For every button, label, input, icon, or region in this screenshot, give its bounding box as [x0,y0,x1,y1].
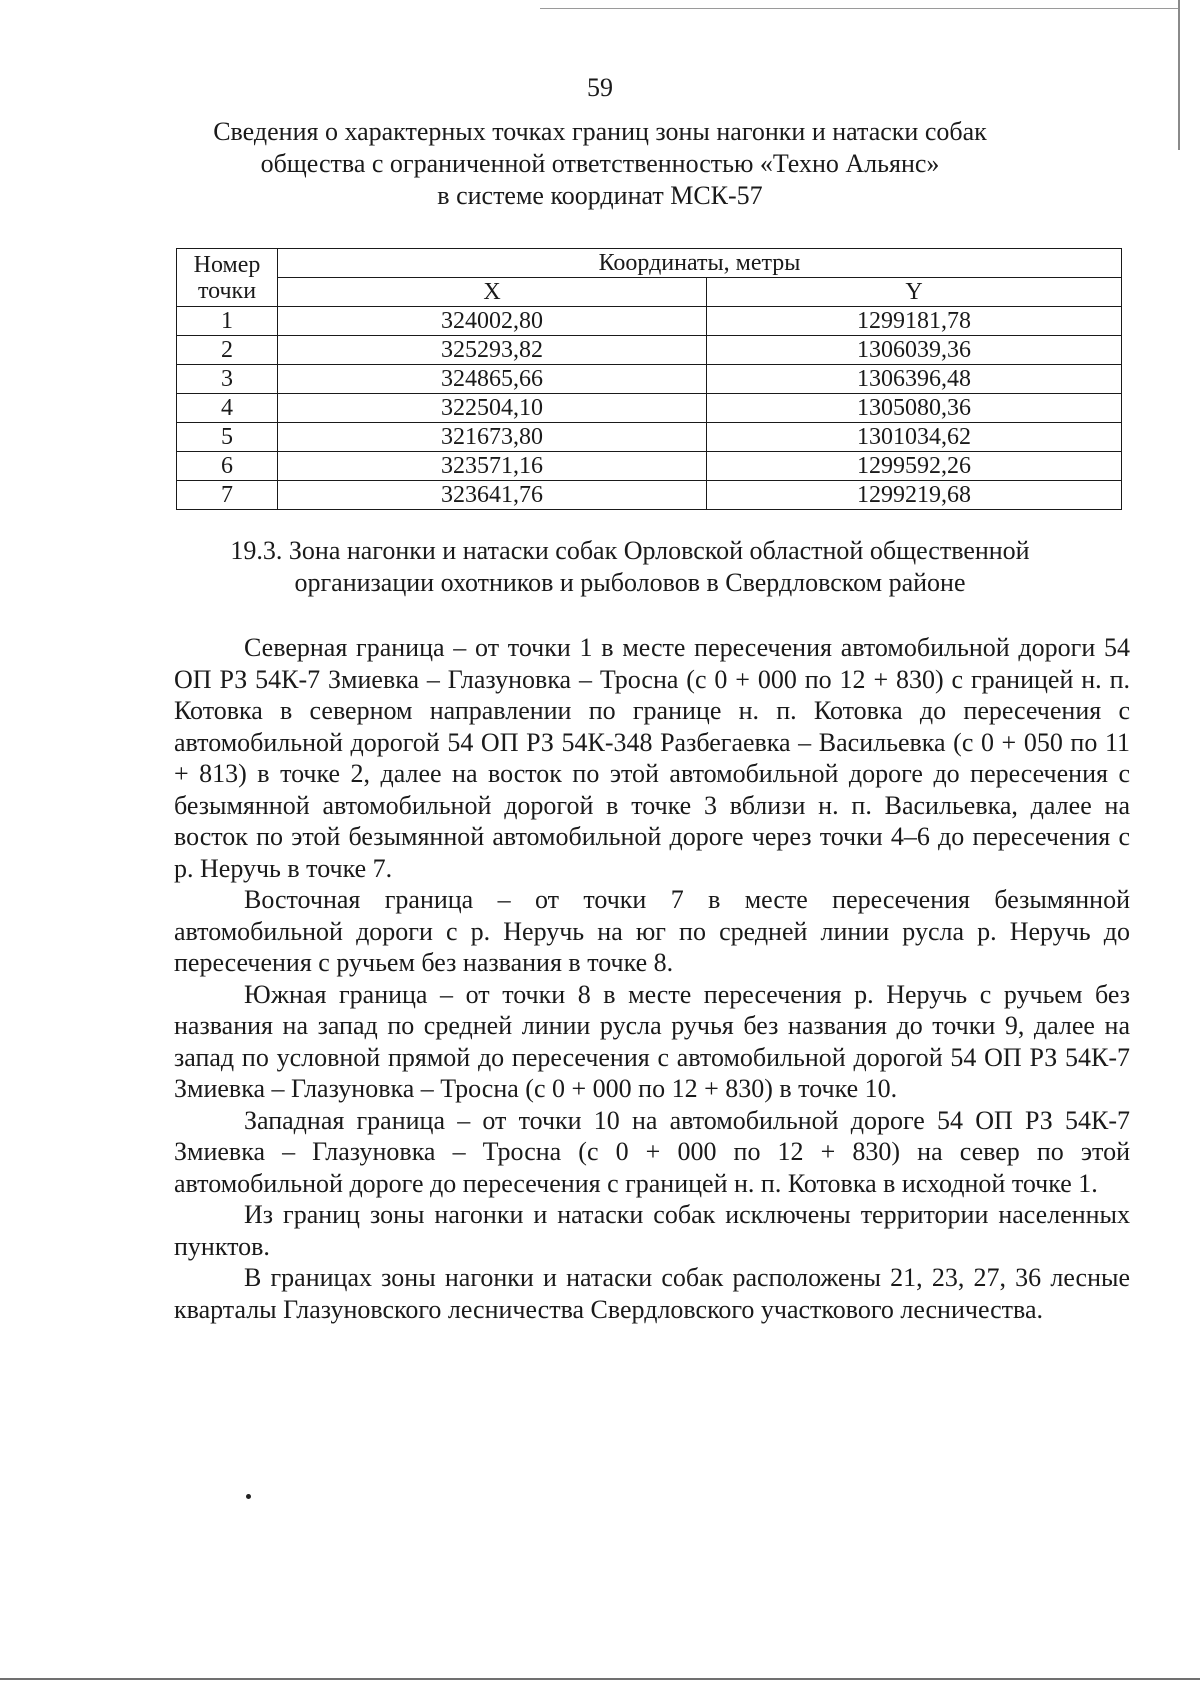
paragraph-south-boundary: Южная граница – от точки 8 в месте пересечения р. Неручь с ручьем без названия на запад по средней линии русла ручья без названия до точки 9, далее на запад по условной прямой до пересечения с автомобильной дорогой 54 ОП РЗ 54К-7 Змиевка – Глазуновка – Тросна (с 0 + 000 по 12 + 830) в точке 10. [174,979,1130,1103]
cell-point-number: 6 [177,452,278,481]
cell-point-number: 2 [177,336,278,365]
document-title [150,116,1050,212]
cell-y: 1301034,62 [707,423,1122,452]
section-heading [160,535,1100,599]
cell-point-number: 1 [177,307,278,336]
cell-point-number: 7 [177,481,278,510]
cell-x: 323571,16 [278,452,707,481]
coordinates-table [176,248,1122,510]
table-row [177,307,1122,336]
cell-y: 1306396,48 [707,365,1122,394]
page-number: 59 [587,73,613,102]
cell-point-number: 5 [177,423,278,452]
header-x: X [278,278,707,307]
paragraph-exclusions: Из границ зоны нагонки и натаски собак исключены территории населенных пунктов. [174,1200,1130,1261]
table-row [177,481,1122,510]
table-row [177,423,1122,452]
body-text [174,632,1130,1325]
table-row [177,394,1122,423]
cell-y: 1299219,68 [707,481,1122,510]
header-coordinates: Координаты, метры [278,249,1122,278]
cell-x: 322504,10 [278,394,707,423]
scan-edge-top [540,8,1180,9]
table-row [177,336,1122,365]
title-line: в системе координат МСК-57 [437,181,763,210]
section-heading-line: 19.3. Зона нагонки и натаски собак Орловской областной общественной [230,536,1030,565]
table-row [177,452,1122,481]
header-y: Y [707,278,1122,307]
cell-y: 1299592,26 [707,452,1122,481]
cell-y: 1305080,36 [707,394,1122,423]
section-heading-line: организации охотников и рыболовов в Свердловском районе [294,568,966,597]
cell-x: 325293,82 [278,336,707,365]
cell-point-number: 4 [177,394,278,423]
paragraph-north-boundary: Северная граница – от точки 1 в месте пересечения автомобильной дороги 54 ОП РЗ 54К-7 Змиевка – Глазуновка – Тросна (с 0 + 000 по 12 + 830) с границей н. п. Котовка в северном направлении по границе н. п. Котовка до пересечения с автомобильной дорогой 54 ОП РЗ 54К-348 Разбегаевка – Васильевка (с 0 + 050 по 11 + 813) в точке 2, далее на восток по этой автомобильной дороге до пересечения с безымянной автомобильной дорогой в точке 3 вблизи н. п. Васильевка, далее на восток по этой безымянной автомобильной дороге через точки 4–6 до пересечения с р. Неручь в точке 7. [174,633,1130,883]
table-row [177,365,1122,394]
cell-x: 324865,66 [278,365,707,394]
title-line: Сведения о характерных точках границ зоны нагонки и натаски собак [213,117,987,146]
scan-dot [246,1494,251,1499]
header-point-number-line: Номер [193,251,261,278]
header-point-number [177,249,278,307]
title-line: общества с ограниченной ответственностью «Техно Альянс» [260,149,940,178]
paragraph-west-boundary: Западная граница – от точки 10 на автомобильной дороге 54 ОП РЗ 54К-7 Змиевка – Глазуновка – Тросна (с 0 + 000 по 12 + 830) на север по этой автомобильной дороге до пересечения с границей н. п. Котовка в исходной точке 1. [174,1105,1130,1198]
cell-point-number: 3 [177,365,278,394]
cell-y: 1299181,78 [707,307,1122,336]
cell-x: 324002,80 [278,307,707,336]
cell-y: 1306039,36 [707,336,1122,365]
paragraph-east-boundary: Восточная граница – от точки 7 в месте пересечения безымянной автомобильной дороги с р. Неручь на юг по средней линии русла р. Неручь до пересечения с ручьем без названия в точке 8. [174,885,1130,977]
scan-edge-bottom [0,1678,1200,1680]
cell-x: 321673,80 [278,423,707,452]
paragraph-forest-quarters: В границах зоны нагонки и натаски собак расположены 21, 23, 27, 36 лесные кварталы Глазуновского лесничества Свердловского участкового лесничества. [174,1263,1130,1324]
header-point-number-line: точки [197,277,257,304]
cell-x: 323641,76 [278,481,707,510]
